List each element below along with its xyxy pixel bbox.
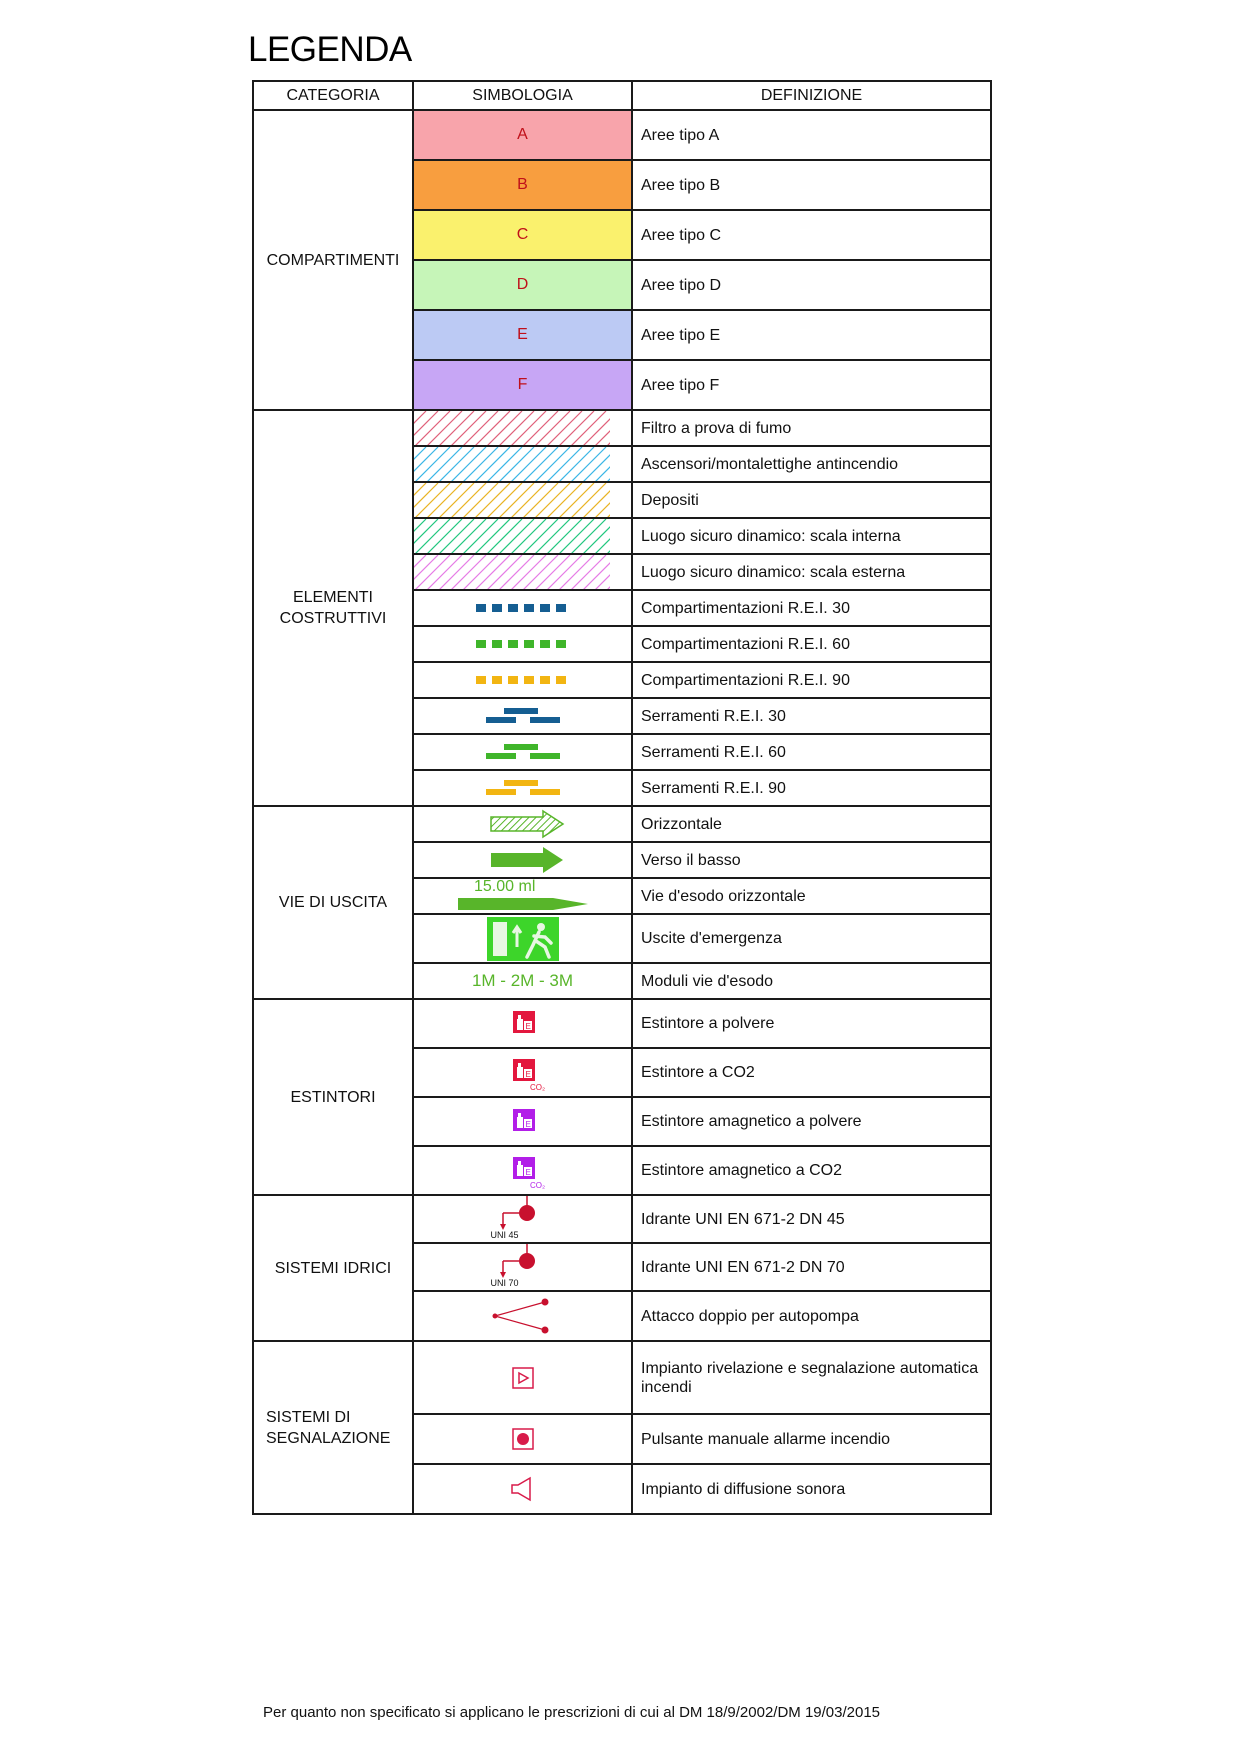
idrici-symbol-cell	[413, 1195, 632, 1243]
estintori-definition: Estintore a CO2	[632, 1048, 991, 1097]
vie-definition: Vie d'esodo orizzontale	[632, 878, 991, 914]
dashed-line-icon	[468, 672, 578, 688]
vie-definition: Moduli vie d'esodo	[632, 963, 991, 999]
segnalazione-definition: Impianto di diffusione sonora	[632, 1464, 991, 1514]
elementi-symbol-cell	[413, 554, 632, 590]
compartimenti-definition: Aree tipo A	[632, 110, 991, 160]
long-arrow-shape	[458, 897, 588, 911]
hydrant-icon	[483, 1196, 563, 1242]
category-elementi: ELEMENTI COSTRUTTIVI	[253, 410, 413, 806]
emergency-exit-icon	[487, 917, 559, 961]
elementi-definition: Filtro a prova di fumo	[632, 410, 991, 446]
category-idrici: SISTEMI IDRICI	[253, 1195, 413, 1341]
idrici-definition: Attacco doppio per autopompa	[632, 1291, 991, 1341]
elementi-symbol-cell	[413, 518, 632, 554]
compartimenti-row	[253, 110, 991, 160]
estintori-definition: Estintore a polvere	[632, 999, 991, 1048]
area-swatch: E	[413, 310, 632, 360]
category-estintori: ESTINTORI	[253, 999, 413, 1195]
vie-row	[253, 806, 991, 842]
solid-arrow-icon	[473, 845, 573, 875]
double-connection-icon	[483, 1296, 563, 1336]
elementi-definition: Luogo sicuro dinamico: scala esterna	[632, 554, 991, 590]
elementi-definition: Serramenti R.E.I. 30	[632, 698, 991, 734]
elementi-symbol-cell	[413, 734, 632, 770]
area-swatch: C	[413, 210, 632, 260]
elementi-definition: Depositi	[632, 482, 991, 518]
segnalazione-row	[253, 1341, 991, 1414]
elementi-definition: Compartimentazioni R.E.I. 30	[632, 590, 991, 626]
compartimenti-definition: Aree tipo C	[632, 210, 991, 260]
hydrant-label: UNI 45	[490, 1230, 519, 1240]
elementi-definition: Luogo sicuro dinamico: scala interna	[632, 518, 991, 554]
detector-icon	[508, 1364, 538, 1392]
header-definizione: DEFINIZIONE	[632, 81, 991, 110]
door-bars-icon	[468, 705, 578, 727]
svg-text:E: E	[525, 1168, 531, 1177]
elementi-definition: Ascensori/montalettighe antincendio	[632, 446, 991, 482]
segnalazione-symbol-cell	[413, 1341, 632, 1414]
manual-call-point-icon	[508, 1425, 538, 1453]
category-vie: VIE DI USCITA	[253, 806, 413, 999]
category-segnalazione: SISTEMI DI SEGNALAZIONE	[253, 1341, 413, 1514]
idrici-definition: Idrante UNI EN 671-2 DN 70	[632, 1243, 991, 1291]
door-bars-icon	[468, 777, 578, 799]
hatch-pattern-icon	[414, 519, 610, 553]
area-swatch: F	[413, 360, 632, 410]
svg-text:E: E	[525, 1070, 531, 1079]
estintori-symbol-cell	[413, 1048, 632, 1097]
elementi-symbol-cell	[413, 482, 632, 518]
idrici-symbol-cell	[413, 1291, 632, 1341]
co2-label: CO₂	[529, 1181, 546, 1190]
segnalazione-definition: Impianto rivelazione e segnalazione automatica incendi	[632, 1341, 991, 1414]
elementi-symbol-cell	[413, 446, 632, 482]
hatch-pattern-icon	[414, 555, 610, 589]
estintori-definition: Estintore amagnetico a polvere	[632, 1097, 991, 1146]
elementi-definition: Compartimentazioni R.E.I. 60	[632, 626, 991, 662]
hydrant-icon	[483, 1244, 563, 1290]
header-simbologia: SIMBOLOGIA	[413, 81, 632, 110]
svg-text:E: E	[525, 1119, 531, 1129]
svg-text:E: E	[525, 1021, 531, 1031]
idrici-symbol-cell	[413, 1243, 632, 1291]
area-swatch: B	[413, 160, 632, 210]
hatch-pattern-icon	[414, 447, 610, 481]
hydrant-symbol	[483, 1196, 563, 1232]
distance-label: 15.00 ml	[474, 878, 536, 895]
elementi-definition: Serramenti R.E.I. 60	[632, 734, 991, 770]
estintori-symbol-cell	[413, 999, 632, 1048]
legend-table	[252, 80, 992, 1515]
estintori-definition: Estintore amagnetico a CO2	[632, 1146, 991, 1195]
area-swatch: A	[413, 110, 632, 160]
estintori-row	[253, 999, 991, 1048]
elementi-symbol-cell	[413, 590, 632, 626]
hatched-arrow-icon	[473, 809, 573, 839]
elementi-symbol-cell	[413, 626, 632, 662]
module-label: 1M - 2M - 3M	[471, 971, 574, 990]
elementi-symbol-cell	[413, 698, 632, 734]
footer-note: Per quanto non specificato si applicano le prescrizioni di cui al DM 18/9/2002/DM 19/03/2015	[263, 1704, 881, 1721]
fire-extinguisher-icon	[503, 1103, 543, 1141]
vie-symbol-cell	[413, 878, 632, 914]
hatch-pattern-icon	[414, 411, 610, 445]
hydrant-symbol	[483, 1244, 563, 1280]
segnalazione-symbol-cell	[413, 1414, 632, 1464]
elementi-row	[253, 410, 991, 446]
elementi-symbol-cell	[413, 662, 632, 698]
vie-definition: Verso il basso	[632, 842, 991, 878]
elementi-symbol-cell	[413, 410, 632, 446]
header-categoria: CATEGORIA	[253, 81, 413, 110]
idrici-row	[253, 1195, 991, 1243]
vie-symbol-cell	[413, 842, 632, 878]
dashed-line-icon	[468, 636, 578, 652]
table-header	[253, 81, 991, 110]
compartimenti-definition: Aree tipo F	[632, 360, 991, 410]
estintori-symbol-cell	[413, 1097, 632, 1146]
hydrant-label: UNI 70	[490, 1278, 519, 1288]
elementi-definition: Serramenti R.E.I. 90	[632, 770, 991, 806]
dashed-line-icon	[468, 600, 578, 616]
idrici-definition: Idrante UNI EN 671-2 DN 45	[632, 1195, 991, 1243]
vie-definition: Uscite d'emergenza	[632, 914, 991, 963]
long-arrow-icon	[414, 879, 631, 913]
category-compartimenti: COMPARTIMENTI	[253, 110, 413, 410]
compartimenti-definition: Aree tipo E	[632, 310, 991, 360]
vie-symbol-cell	[413, 914, 632, 963]
elementi-definition: Compartimentazioni R.E.I. 90	[632, 662, 991, 698]
hatch-pattern-icon	[414, 483, 610, 517]
speaker-icon	[508, 1475, 538, 1503]
vie-symbol-cell	[413, 963, 632, 999]
segnalazione-symbol-cell	[413, 1464, 632, 1514]
elementi-symbol-cell	[413, 770, 632, 806]
fire-extinguisher-icon	[503, 1005, 543, 1043]
segnalazione-definition: Pulsante manuale allarme incendio	[632, 1414, 991, 1464]
compartimenti-definition: Aree tipo B	[632, 160, 991, 210]
vie-symbol-cell	[413, 806, 632, 842]
estintori-symbol-cell	[413, 1146, 632, 1195]
compartimenti-definition: Aree tipo D	[632, 260, 991, 310]
co2-label: CO₂	[529, 1083, 546, 1092]
legend-title: LEGENDA	[248, 30, 412, 69]
door-bars-icon	[468, 741, 578, 763]
vie-definition: Orizzontale	[632, 806, 991, 842]
area-swatch: D	[413, 260, 632, 310]
